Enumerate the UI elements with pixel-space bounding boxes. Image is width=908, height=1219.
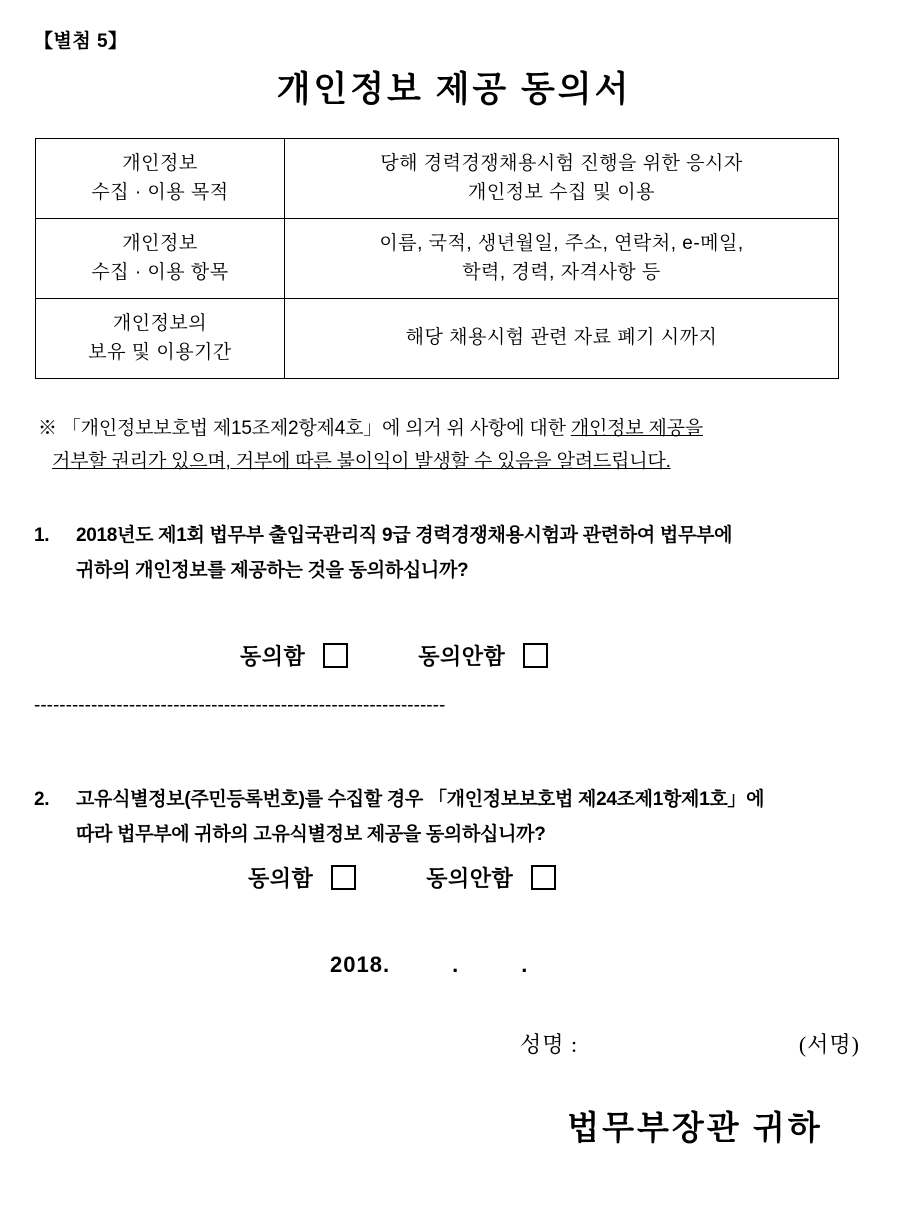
note-line-1-prefix: ※ 「개인정보보호법 제15조제2항제4호」에 의거 위 사항에 대한 — [38, 418, 571, 439]
personal-info-table — [35, 138, 839, 379]
page-title: 개인정보 제공 동의서 — [276, 70, 632, 109]
signature-hint: (서명) — [798, 1032, 860, 1057]
answer-label-disagree-2: 동의안함 — [426, 866, 514, 891]
question-1-line-1: 2018년도 제1회 법무부 출입국관리직 9급 경력경쟁채용시험과 관련하여 법무부에 — [76, 525, 733, 546]
value-line-2: 학력, 경력, 자격사항 등 — [462, 262, 661, 284]
question-2-line-1: 고유식별정보(주민등록번호)를 수집할 경우 「개인정보보호법 제24조제1항제1호」에 — [76, 789, 765, 810]
recipient-line: 법무부장관 귀하 — [567, 1111, 823, 1147]
section-divider: ----------------------------------------------------------------- — [34, 695, 446, 716]
label-line-2: 수집 · 이용 목적 — [91, 182, 229, 204]
answer-row-question-2 — [248, 862, 556, 893]
value-line-1: 당해 경력경쟁채용시험 진행을 위한 응시자 — [380, 153, 743, 174]
table-cell-label — [36, 139, 285, 219]
label-line-1: 개인정보 — [122, 153, 198, 174]
checkbox-agree-2[interactable] — [331, 865, 356, 890]
signature-line — [520, 1028, 860, 1059]
answer-label-disagree-1: 동의안함 — [418, 644, 506, 669]
value-line-1: 이름, 국적, 생년월일, 주소, 연락처, e-메일, — [379, 232, 744, 254]
question-1-line-2: 귀하의 개인정보를 제공하는 것을 동의하십니까? — [76, 560, 469, 582]
table-row — [36, 218, 839, 298]
value-line-2: 개인정보 수집 및 이용 — [467, 182, 656, 204]
date-year: 2018. — [330, 952, 391, 977]
question-2-number: 2. — [34, 789, 50, 810]
table-cell-value — [285, 298, 839, 378]
question-1 — [34, 518, 874, 588]
date-line — [330, 952, 528, 978]
note-line-2: 거부할 권리가 있으며, 거부에 따른 불이익이 발생할 수 있음을 알려드립니다. — [52, 451, 671, 473]
signature-name-label: 성명 : — [520, 1032, 579, 1057]
label-line-1: 개인정보의 — [112, 312, 208, 334]
attachment-tag: 【별첨 5】 — [34, 31, 128, 52]
consent-note — [38, 412, 868, 479]
answer-row-question-1 — [240, 640, 548, 671]
table-cell-label — [36, 218, 285, 298]
answer-label-agree-1: 동의함 — [240, 644, 306, 669]
checkbox-agree-1[interactable] — [323, 643, 348, 668]
table-cell-value — [285, 139, 839, 219]
table-row — [36, 139, 839, 219]
label-line-2: 수집 · 이용 항목 — [91, 262, 229, 284]
checkbox-disagree-2[interactable] — [531, 865, 556, 890]
checkbox-disagree-1[interactable] — [523, 643, 548, 668]
note-line-1-underlined: 개인정보 제공을 — [570, 418, 703, 439]
answer-option-agree-2[interactable] — [248, 862, 356, 893]
answer-option-disagree-1[interactable] — [418, 640, 548, 671]
answer-label-agree-2: 동의함 — [248, 866, 314, 891]
label-line-1: 개인정보 — [122, 232, 198, 254]
question-2 — [34, 782, 874, 852]
date-day: . — [521, 952, 529, 977]
answer-option-disagree-2[interactable] — [426, 862, 556, 893]
value-line-1: 해당 채용시험 관련 자료 폐기 시까지 — [405, 327, 718, 349]
question-2-line-2: 따라 법무부에 귀하의 고유식별정보 제공을 동의하십니까? — [76, 824, 546, 846]
question-1-number: 1. — [34, 525, 50, 546]
answer-option-agree-1[interactable] — [240, 640, 348, 671]
label-line-2: 보유 및 이용기간 — [88, 342, 232, 364]
table-cell-label — [36, 298, 285, 378]
table-cell-value — [285, 218, 839, 298]
table-row — [36, 298, 839, 378]
date-month: . — [452, 952, 460, 977]
